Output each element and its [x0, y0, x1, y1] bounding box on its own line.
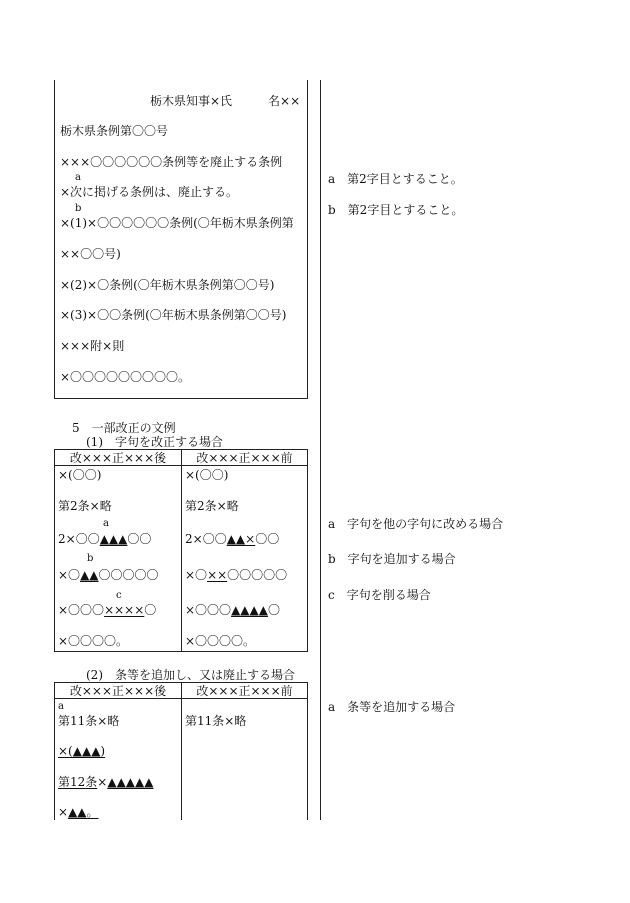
- section-5-sub2: (2) 条等を追加し、又は廃止する場合: [86, 668, 295, 682]
- table1-bottom: [54, 651, 308, 652]
- t1-before-r4-post: 〇〇〇〇〇: [227, 568, 288, 582]
- t2-after-r4-text: ▲▲。: [68, 805, 99, 819]
- t2-after-r4: [58, 805, 99, 819]
- t1-after-r4-changed: ▲▲: [80, 568, 99, 582]
- t1-after-r4-post: 〇〇〇〇〇: [98, 568, 159, 582]
- t1-after-r3-pre: 2×〇〇: [58, 532, 100, 546]
- t1-before-r5-post: 〇: [267, 603, 280, 617]
- t1-before-r4-pre: ×〇: [185, 568, 208, 582]
- t2-after-r3-text: ▲▲▲▲▲: [107, 775, 154, 789]
- note-2b: b 字句を追加する場合: [328, 552, 456, 566]
- table1-left: [54, 449, 55, 651]
- t1-after-r3-changed: ▲▲▲: [99, 532, 128, 546]
- t1-before-r5: [185, 603, 280, 617]
- item-3: ×(3)×〇〇条例(〇年栃木県条例第〇〇号): [60, 308, 287, 322]
- table2-header-before: 改×××正×××前: [196, 684, 293, 698]
- closing-line: ×〇〇〇〇〇〇〇〇〇。: [60, 370, 191, 384]
- t1-before-r3-changed: ▲▲×: [226, 532, 256, 546]
- table1-header-after: 改×××正×××後: [69, 451, 167, 465]
- t2-before-r1: 第11条×略: [185, 714, 247, 728]
- t1-before-r6: ×〇〇〇〇。: [185, 634, 256, 648]
- t1-after-r3-post: 〇〇: [127, 532, 152, 546]
- ordinance-number: 栃木県条例第〇〇号: [60, 124, 169, 138]
- t1-before-r2: 第2条×略: [185, 499, 239, 513]
- supplementary-heading: ×××附×則: [60, 339, 125, 353]
- bottom-border-top: [54, 398, 308, 399]
- t1-before-r4: [185, 568, 287, 582]
- notes-divider: [320, 80, 321, 820]
- t1-mark-b: b: [87, 553, 94, 564]
- note-3a: a 条等を追加する場合: [328, 700, 456, 714]
- t1-after-r2: 第2条×略: [58, 499, 112, 513]
- table2-header-after: 改×××正×××後: [69, 684, 167, 698]
- t1-after-r4-pre: ×〇: [58, 568, 81, 582]
- t2-after-r3-mid: ×: [97, 775, 108, 789]
- note-2c: c 字句を削る場合: [328, 588, 431, 602]
- section-5-sub1: (1) 字句を改正する場合: [86, 435, 223, 449]
- t2-mark-a: a: [58, 701, 64, 712]
- table2-right: [307, 682, 308, 820]
- t1-after-r4: [58, 568, 159, 582]
- t1-after-r5-pre: ×〇〇〇: [58, 603, 105, 617]
- governor-signature: 栃木県知事×氏 名××: [150, 94, 301, 108]
- t1-after-r5: [58, 603, 156, 617]
- t1-after-r5-post: 〇: [144, 603, 157, 617]
- section-5-title: 5 一部改正の文例: [72, 421, 176, 435]
- t1-before-r5-pre: ×〇〇〇: [185, 603, 232, 617]
- t1-before-r3: [185, 532, 279, 546]
- table2-center: [181, 682, 182, 820]
- item-1-line-1: ×(1)×〇〇〇〇〇〇条例(〇年栃木県条例第: [60, 216, 294, 230]
- t1-before-r3-post: 〇〇: [255, 532, 280, 546]
- t2-after-r4-pre: ×: [58, 805, 69, 819]
- note-2a: a 字句を他の字句に改める場合: [328, 517, 504, 531]
- table1-header-before: 改×××正×××前: [196, 451, 293, 465]
- t1-mark-c: c: [116, 590, 122, 601]
- t1-mark-a: a: [103, 518, 109, 529]
- t1-before-r4-changed: ××: [207, 568, 228, 582]
- t1-after-r5-changed: ××××: [104, 603, 145, 617]
- t1-before-r5-changed: ▲▲▲▲: [231, 603, 268, 617]
- note-1a: a 第2字目とすること。: [328, 172, 463, 186]
- t2-after-r2: ×(▲▲▲): [58, 744, 106, 758]
- t2-after-r3: [58, 775, 154, 789]
- note-1b: b 第2字目とすること。: [328, 203, 464, 217]
- abolish-line: ×次に掲げる条例は、廃止する。: [60, 185, 239, 199]
- t1-after-r1: ×(〇〇): [58, 468, 102, 482]
- t2-after-r1: 第11条×略: [58, 714, 120, 728]
- table2-left: [54, 682, 55, 820]
- item-2: ×(2)×〇条例(〇年栃木県条例第〇〇号): [60, 278, 275, 292]
- t2-after-r3-article: 第12条: [58, 775, 98, 789]
- t1-after-r3: [58, 532, 151, 546]
- left-border-top: [54, 80, 55, 398]
- t1-before-r1: ×(〇〇): [185, 468, 229, 482]
- mid-border-top: [307, 80, 308, 398]
- t1-before-r3-pre: 2×〇〇: [185, 532, 227, 546]
- table1-right: [307, 449, 308, 651]
- mark-a: a: [75, 172, 81, 183]
- item-1-line-2: ××〇〇号): [60, 247, 121, 261]
- ordinance-title: ×××〇〇〇〇〇〇条例等を廃止する条例: [60, 155, 283, 169]
- t1-after-r6: ×〇〇〇〇。: [58, 634, 129, 648]
- table1-center: [181, 449, 182, 651]
- mark-b: b: [75, 203, 82, 214]
